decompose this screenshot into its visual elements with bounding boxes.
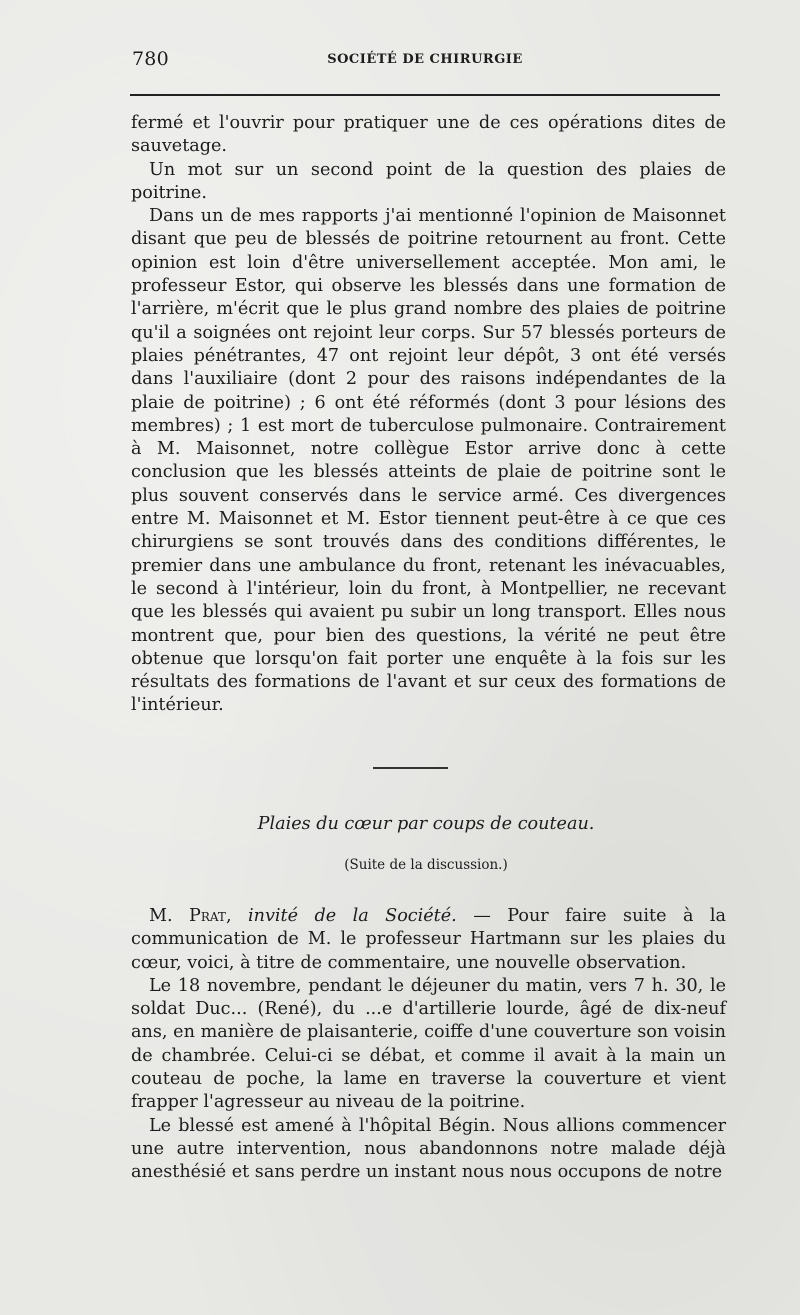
section-subtitle: (Suite de la discussion.)	[344, 857, 508, 873]
paragraph: Un mot sur un second point de la question des plaies de poitrine.	[131, 159, 726, 203]
section-divider	[373, 767, 448, 769]
running-head	[130, 48, 720, 74]
paragraph: fermé et l'ouvrir pour pratiquer une de ces opérations dites de sauvetage.	[131, 113, 726, 157]
speaker-role: invité de la Société.	[248, 906, 457, 926]
section-title: Plaies du cœur par coups de couteau.	[257, 814, 595, 834]
paragraph: Dans un de mes rapports j'ai mentionné l'opinion de Maisonnet disant que peu de blessés de poitrine retournent au front. Cette opinion est loin d'être universellement acceptée. Mon ami, le professeur Estor, qui observe les blessés dans une formation de l'arrière, m'écrit que le plus grand nombre des plaies de poitrine qu'il a soignées ont rejoint leur corps. Sur 57 blessés porteurs de plaies pénétrantes, 47 ont rejoint leur dépôt, 3 ont été versés dans l'auxiliaire (dont 2 pour des raisons indépendantes de la plaie de poitrine) ; 6 ont été réformés (dont 3 pour lésions des membres) ; 1 est mort de tuberculose pulmonaire. Contrairement à M. Maisonnet, notre collègue Estor arrive donc à cette conclusion que les blessés atteints de plaie de poitrine sont le plus souvent conservés dans le service armé. Ces divergences entre M. Maisonnet et M. Estor tiennent peut-être à ce que ces chirurgiens se sont trouvés dans des conditions différentes, le premier dans une ambulance du front, retenant les inévacuables, le second à l'intérieur, loin du front, à Montpellier, ne recevant que les blessés qui avaient pu subir un long transport. Elles nous montrent que, pour bien des questions, la vérité ne peut être obtenue que lorsqu'on fait porter une enquête à la fois sur les résultats des formations de l'avant et sur ceux des formations de l'intérieur.	[131, 206, 726, 716]
speaker-intro: — Pour faire suite à la communication de M. le professeur Hartmann sur les plaies du cœur, voici, à titre de commentaire, une nouvelle observation.	[131, 906, 727, 973]
paragraph: Le blessé est amené à l'hôpital Bégin. Nous allions commencer une autre intervention, nous abandonnons notre malade déjà anesthésié et sans perdre un instant nous nous occupons de notre	[131, 1115, 726, 1183]
speaker-paragraph	[131, 905, 726, 975]
body-text-bottom	[131, 905, 726, 1185]
running-title: SOCIÉTÉ DE CHIRURGIE	[327, 52, 523, 67]
body-text-top	[131, 112, 726, 718]
page-number: 780	[132, 48, 169, 70]
header-rule	[130, 94, 720, 96]
speaker-name: M. Prat,	[149, 906, 232, 926]
paragraph: Le 18 novembre, pendant le déjeuner du matin, vers 7 h. 30, le soldat Duc... (René), du ...e d'artillerie lourde, âgé de dix-neuf ans, en manière de plaisanterie, coiffe d'une couverture son voisin de chambrée. Celui-ci se débat, et comme il avait à la main un couteau de poche, la lame en traverse la couverture et vient frapper l'agresseur au niveau de la poitrine.	[131, 975, 726, 1113]
